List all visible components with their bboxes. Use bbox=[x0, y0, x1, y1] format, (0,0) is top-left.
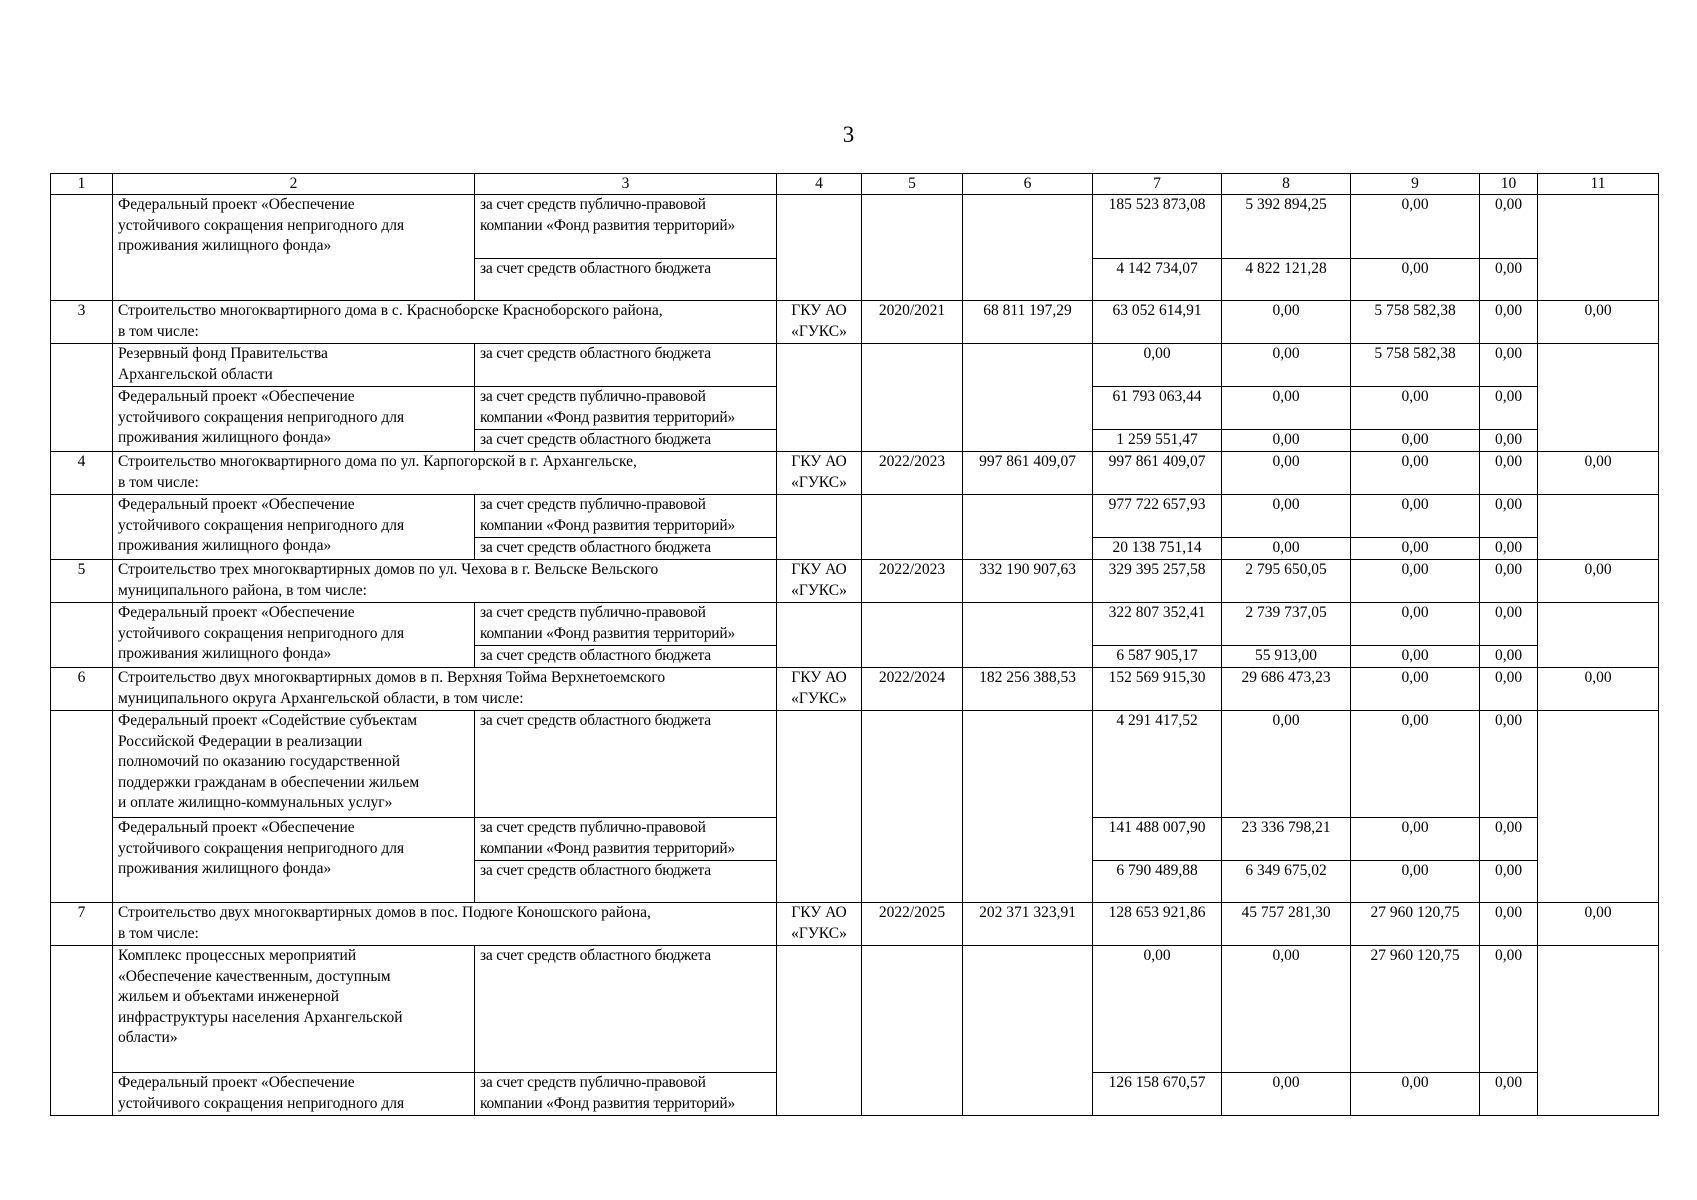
number-cell: 7 bbox=[51, 903, 113, 946]
period-cell bbox=[862, 495, 963, 560]
text-line: за счет средств публично-правовой bbox=[480, 604, 706, 621]
amount-cell: 0,00 bbox=[1351, 259, 1480, 301]
amount-cell: 20 138 751,14 bbox=[1093, 538, 1222, 560]
table-row bbox=[51, 495, 1659, 538]
text-line: за счет средств публично-правовой bbox=[480, 496, 706, 513]
amount-cell: 0,00 bbox=[1351, 818, 1480, 861]
object-name-cell bbox=[113, 903, 777, 946]
project-cell bbox=[113, 946, 475, 1073]
project-cell bbox=[113, 1073, 475, 1116]
amount-cell: 6 790 489,88 bbox=[1093, 861, 1222, 903]
number-cell: 4 bbox=[51, 452, 113, 495]
text-line: устойчивого сокращения непригодного для bbox=[118, 624, 405, 642]
text-line: в том числе: bbox=[118, 473, 199, 491]
period-cell bbox=[862, 711, 963, 903]
executor-cell bbox=[777, 668, 862, 711]
source-cell bbox=[475, 387, 777, 430]
table-row bbox=[51, 195, 1659, 259]
header-cell: 1 bbox=[51, 174, 113, 195]
amount-cell: 0,00 bbox=[1222, 387, 1351, 430]
executor-cell bbox=[777, 560, 862, 603]
amount-cell: 0,00 bbox=[1480, 495, 1538, 538]
amount-cell: 329 395 257,58 bbox=[1093, 560, 1222, 603]
number-cell: 3 bbox=[51, 301, 113, 344]
text-line: Федеральный проект «Содействие субъектам bbox=[118, 712, 418, 729]
executor-cell bbox=[777, 903, 862, 946]
text-line: устойчивого сокращения непригодного для bbox=[118, 516, 405, 534]
header-cell: 4 bbox=[777, 174, 862, 195]
text-line: устойчивого сокращения непригодного для bbox=[118, 839, 405, 857]
project-cell bbox=[113, 195, 475, 301]
text-line: «ГУКС» bbox=[791, 689, 847, 707]
amount-cell: 27 960 120,75 bbox=[1351, 903, 1480, 946]
amount-cell: 141 488 007,90 bbox=[1093, 818, 1222, 861]
executor-cell bbox=[777, 495, 862, 560]
text-line: проживания жилищного фонда» bbox=[118, 860, 332, 877]
source-cell: за счет средств областного бюджета bbox=[475, 646, 777, 668]
amount-cell: 4 822 121,28 bbox=[1222, 259, 1351, 301]
number-cell: 5 bbox=[51, 560, 113, 603]
amount-cell: 63 052 614,91 bbox=[1093, 301, 1222, 344]
project-cell bbox=[113, 711, 475, 818]
text-line: за счет средств публично-правовой bbox=[480, 819, 706, 836]
amount-cell: 0,00 bbox=[1480, 430, 1538, 452]
table-row bbox=[51, 711, 1659, 818]
amount-cell: 0,00 bbox=[1480, 344, 1538, 387]
source-cell: за счет средств областного бюджета bbox=[475, 711, 777, 818]
object-name-cell bbox=[113, 452, 777, 495]
amount-cell: 29 686 473,23 bbox=[1222, 668, 1351, 711]
text-line: Федеральный проект «Обеспечение bbox=[118, 388, 355, 405]
amount-cell: 0,00 bbox=[1351, 452, 1480, 495]
text-line: ГКУ АО bbox=[791, 669, 847, 686]
cost-cell bbox=[963, 946, 1093, 1116]
amount-cell: 0,00 bbox=[1351, 495, 1480, 538]
executor-cell bbox=[777, 195, 862, 301]
text-line: Федеральный проект «Обеспечение bbox=[118, 196, 355, 213]
empty-cell bbox=[1538, 946, 1659, 1116]
amount-cell: 4 291 417,52 bbox=[1093, 711, 1222, 818]
source-cell bbox=[475, 1073, 777, 1116]
source-cell bbox=[475, 603, 777, 646]
empty-cell bbox=[1538, 603, 1659, 668]
amount-cell: 27 960 120,75 bbox=[1351, 946, 1480, 1073]
column-number-row bbox=[51, 174, 1659, 195]
text-line: проживания жилищного фонда» bbox=[118, 537, 332, 554]
empty-cell bbox=[1538, 495, 1659, 560]
amount-cell: 5 392 894,25 bbox=[1222, 195, 1351, 259]
cost-cell: 68 811 197,29 bbox=[963, 301, 1093, 344]
text-line: компании «Фонд развития территорий» bbox=[480, 624, 736, 642]
period-cell bbox=[862, 344, 963, 452]
text-line: устойчивого сокращения непригодного для bbox=[118, 216, 405, 234]
executor-cell bbox=[777, 711, 862, 903]
header-cell: 3 bbox=[475, 174, 777, 195]
text-line: Строительство двух многоквартирных домов в п. Верхняя Тойма Верхнетоемского bbox=[118, 669, 666, 686]
text-line: муниципального района, в том числе: bbox=[118, 581, 367, 599]
text-line: Федеральный проект «Обеспечение bbox=[118, 819, 355, 836]
text-line: Российской Федерации в реализации bbox=[118, 732, 363, 750]
number-cell bbox=[51, 603, 113, 668]
amount-cell: 0,00 bbox=[1351, 538, 1480, 560]
amount-cell: 0,00 bbox=[1480, 538, 1538, 560]
amount-cell: 0,00 bbox=[1480, 1073, 1538, 1116]
text-line: проживания жилищного фонда» bbox=[118, 429, 332, 446]
text-line: Строительство трех многоквартирных домов по ул. Чехова в г. Вельске Вельского bbox=[118, 561, 659, 578]
header-cell: 9 bbox=[1351, 174, 1480, 195]
text-line: Строительство многоквартирного дома в с. Красноборске Красноборского района, bbox=[118, 302, 663, 319]
amount-cell: 128 653 921,86 bbox=[1093, 903, 1222, 946]
source-cell: за счет средств областного бюджета bbox=[475, 259, 777, 301]
number-cell bbox=[51, 344, 113, 452]
amount-cell: 0,00 bbox=[1480, 818, 1538, 861]
text-line: за счет средств публично-правовой bbox=[480, 388, 706, 405]
cost-cell bbox=[963, 495, 1093, 560]
amount-cell: 0,00 bbox=[1351, 560, 1480, 603]
amount-cell: 0,00 bbox=[1351, 195, 1480, 259]
period-cell bbox=[862, 195, 963, 301]
amount-cell: 0,00 bbox=[1222, 344, 1351, 387]
text-line: Архангельской области bbox=[118, 365, 273, 383]
amount-cell: 0,00 bbox=[1538, 668, 1659, 711]
text-line: ГКУ АО bbox=[791, 302, 847, 319]
period-cell bbox=[862, 946, 963, 1116]
text-line: компании «Фонд развития территорий» bbox=[480, 516, 736, 534]
amount-cell: 0,00 bbox=[1351, 1073, 1480, 1116]
table-row bbox=[51, 903, 1659, 946]
amount-cell: 0,00 bbox=[1351, 603, 1480, 646]
source-cell bbox=[475, 195, 777, 259]
text-line: Комплекс процессных мероприятий bbox=[118, 947, 357, 964]
table-row bbox=[51, 344, 1659, 387]
source-cell: за счет средств областного бюджета bbox=[475, 344, 777, 387]
amount-cell: 0,00 bbox=[1351, 711, 1480, 818]
page-number: 3 bbox=[842, 122, 855, 147]
period-cell: 2022/2023 bbox=[862, 452, 963, 495]
cost-cell bbox=[963, 603, 1093, 668]
project-cell bbox=[113, 344, 475, 387]
amount-cell: 5 758 582,38 bbox=[1351, 344, 1480, 387]
amount-cell: 0,00 bbox=[1480, 668, 1538, 711]
amount-cell: 0,00 bbox=[1480, 259, 1538, 301]
text-line: Строительство двух многоквартирных домов в пос. Подюге Коношского района, bbox=[118, 904, 651, 921]
amount-cell: 0,00 bbox=[1538, 560, 1659, 603]
budget-table bbox=[50, 173, 1659, 1116]
number-cell bbox=[51, 195, 113, 301]
amount-cell: 0,00 bbox=[1093, 344, 1222, 387]
amount-cell: 0,00 bbox=[1351, 861, 1480, 903]
amount-cell: 61 793 063,44 bbox=[1093, 387, 1222, 430]
source-cell: за счет средств областного бюджета bbox=[475, 538, 777, 560]
period-cell bbox=[862, 603, 963, 668]
object-name-cell bbox=[113, 301, 777, 344]
text-line: и оплате жилищно-коммунальных услуг» bbox=[118, 794, 393, 811]
text-line: Федеральный проект «Обеспечение bbox=[118, 1074, 355, 1091]
text-line: ГКУ АО bbox=[791, 561, 847, 578]
project-cell bbox=[113, 818, 475, 903]
amount-cell: 126 158 670,57 bbox=[1093, 1073, 1222, 1116]
executor-cell bbox=[777, 452, 862, 495]
amount-cell: 0,00 bbox=[1480, 646, 1538, 668]
executor-cell bbox=[777, 301, 862, 344]
cost-cell: 332 190 907,63 bbox=[963, 560, 1093, 603]
text-line: «Обеспечение качественным, доступным bbox=[118, 967, 391, 985]
amount-cell: 0,00 bbox=[1480, 946, 1538, 1073]
amount-cell: 0,00 bbox=[1222, 301, 1351, 344]
amount-cell: 0,00 bbox=[1222, 538, 1351, 560]
source-cell: за счет средств областного бюджета bbox=[475, 861, 777, 903]
cost-cell: 997 861 409,07 bbox=[963, 452, 1093, 495]
project-cell bbox=[113, 495, 475, 560]
header-cell: 8 bbox=[1222, 174, 1351, 195]
text-line: жильем и объектами инженерной bbox=[118, 988, 340, 1005]
amount-cell: 0,00 bbox=[1222, 430, 1351, 452]
text-line: Резервный фонд Правительства bbox=[118, 345, 328, 362]
text-line: «ГУКС» bbox=[791, 322, 847, 340]
text-line: Строительство многоквартирного дома по ул. Карпогорской в г. Архангельске, bbox=[118, 453, 637, 470]
amount-cell: 0,00 bbox=[1480, 387, 1538, 430]
amount-cell: 0,00 bbox=[1351, 668, 1480, 711]
amount-cell: 45 757 281,30 bbox=[1222, 903, 1351, 946]
amount-cell: 0,00 bbox=[1480, 903, 1538, 946]
header-cell: 10 bbox=[1480, 174, 1538, 195]
text-line: компании «Фонд развития территорий» bbox=[480, 839, 736, 857]
amount-cell: 997 861 409,07 bbox=[1093, 452, 1222, 495]
empty-cell bbox=[1538, 195, 1659, 301]
text-line: проживания жилищного фонда» bbox=[118, 237, 332, 254]
text-line: поддержки гражданам в обеспечении жильем bbox=[118, 773, 420, 791]
text-line: в том числе: bbox=[118, 322, 199, 340]
source-cell bbox=[475, 818, 777, 861]
amount-cell: 322 807 352,41 bbox=[1093, 603, 1222, 646]
amount-cell: 5 758 582,38 bbox=[1351, 301, 1480, 344]
text-line: инфраструктуры населения Архангельской bbox=[118, 1008, 403, 1026]
text-line: компании «Фонд развития территорий» bbox=[480, 1094, 736, 1112]
header-cell: 6 bbox=[963, 174, 1093, 195]
header-cell: 7 bbox=[1093, 174, 1222, 195]
executor-cell bbox=[777, 344, 862, 452]
amount-cell: 4 142 734,07 bbox=[1093, 259, 1222, 301]
number-cell: 6 bbox=[51, 668, 113, 711]
amount-cell: 152 569 915,30 bbox=[1093, 668, 1222, 711]
number-cell bbox=[51, 711, 113, 903]
amount-cell: 0,00 bbox=[1351, 646, 1480, 668]
cost-cell: 202 371 323,91 bbox=[963, 903, 1093, 946]
period-cell: 2022/2024 bbox=[862, 668, 963, 711]
header-cell: 5 bbox=[862, 174, 963, 195]
text-line: компании «Фонд развития территорий» bbox=[480, 216, 736, 234]
amount-cell: 0,00 bbox=[1222, 452, 1351, 495]
text-line: «ГУКС» bbox=[791, 473, 847, 491]
empty-cell bbox=[1538, 344, 1659, 452]
text-line: «ГУКС» bbox=[791, 924, 847, 942]
executor-cell bbox=[777, 603, 862, 668]
cost-cell bbox=[963, 195, 1093, 301]
text-line: Федеральный проект «Обеспечение bbox=[118, 604, 355, 621]
table-row bbox=[51, 668, 1659, 711]
text-line: устойчивого сокращения непригодного для bbox=[118, 1094, 405, 1112]
amount-cell: 2 795 650,05 bbox=[1222, 560, 1351, 603]
text-line: полномочий по оказанию государственной bbox=[118, 753, 401, 770]
amount-cell: 0,00 bbox=[1538, 903, 1659, 946]
number-cell bbox=[51, 495, 113, 560]
amount-cell: 0,00 bbox=[1538, 452, 1659, 495]
amount-cell: 0,00 bbox=[1480, 301, 1538, 344]
amount-cell: 0,00 bbox=[1222, 946, 1351, 1073]
text-line: проживания жилищного фонда» bbox=[118, 645, 332, 662]
amount-cell: 0,00 bbox=[1480, 560, 1538, 603]
amount-cell: 0,00 bbox=[1093, 946, 1222, 1073]
table-row bbox=[51, 946, 1659, 1073]
table-row bbox=[51, 452, 1659, 495]
amount-cell: 0,00 bbox=[1222, 1073, 1351, 1116]
amount-cell: 0,00 bbox=[1222, 495, 1351, 538]
amount-cell: 0,00 bbox=[1538, 301, 1659, 344]
source-cell bbox=[475, 495, 777, 538]
text-line: за счет средств публично-правовой bbox=[480, 1074, 706, 1091]
executor-cell bbox=[777, 946, 862, 1116]
table-row bbox=[51, 603, 1659, 646]
amount-cell: 55 913,00 bbox=[1222, 646, 1351, 668]
amount-cell: 0,00 bbox=[1480, 603, 1538, 646]
text-line: Федеральный проект «Обеспечение bbox=[118, 496, 355, 513]
table-row bbox=[51, 301, 1659, 344]
text-line: за счет средств публично-правовой bbox=[480, 196, 706, 213]
amount-cell: 0,00 bbox=[1480, 452, 1538, 495]
amount-cell: 6 349 675,02 bbox=[1222, 861, 1351, 903]
amount-cell: 2 739 737,05 bbox=[1222, 603, 1351, 646]
source-cell: за счет средств областного бюджета bbox=[475, 946, 777, 1073]
text-line: муниципального округа Архангельской области, в том числе: bbox=[118, 689, 524, 707]
text-line: компании «Фонд развития территорий» bbox=[480, 408, 736, 426]
cost-cell: 182 256 388,53 bbox=[963, 668, 1093, 711]
text-line: в том числе: bbox=[118, 924, 199, 942]
period-cell: 2022/2023 bbox=[862, 560, 963, 603]
amount-cell: 0,00 bbox=[1480, 861, 1538, 903]
period-cell: 2022/2025 bbox=[862, 903, 963, 946]
project-cell bbox=[113, 387, 475, 452]
amount-cell: 0,00 bbox=[1351, 387, 1480, 430]
object-name-cell bbox=[113, 560, 777, 603]
header-cell: 2 bbox=[113, 174, 475, 195]
amount-cell: 23 336 798,21 bbox=[1222, 818, 1351, 861]
text-line: устойчивого сокращения непригодного для bbox=[118, 408, 405, 426]
cost-cell bbox=[963, 711, 1093, 903]
project-cell bbox=[113, 603, 475, 668]
amount-cell: 0,00 bbox=[1351, 430, 1480, 452]
text-line: области» bbox=[118, 1029, 178, 1046]
amount-cell: 6 587 905,17 bbox=[1093, 646, 1222, 668]
table-row bbox=[51, 560, 1659, 603]
text-line: «ГУКС» bbox=[791, 581, 847, 599]
amount-cell: 1 259 551,47 bbox=[1093, 430, 1222, 452]
text-line: ГКУ АО bbox=[791, 453, 847, 470]
cost-cell bbox=[963, 344, 1093, 452]
source-cell: за счет средств областного бюджета bbox=[475, 430, 777, 452]
header-cell: 11 bbox=[1538, 174, 1659, 195]
object-name-cell bbox=[113, 668, 777, 711]
amount-cell: 0,00 bbox=[1480, 711, 1538, 818]
amount-cell: 0,00 bbox=[1222, 711, 1351, 818]
period-cell: 2020/2021 bbox=[862, 301, 963, 344]
empty-cell bbox=[1538, 711, 1659, 903]
amount-cell: 0,00 bbox=[1480, 195, 1538, 259]
text-line: ГКУ АО bbox=[791, 904, 847, 921]
number-cell bbox=[51, 946, 113, 1116]
amount-cell: 185 523 873,08 bbox=[1093, 195, 1222, 259]
amount-cell: 977 722 657,93 bbox=[1093, 495, 1222, 538]
